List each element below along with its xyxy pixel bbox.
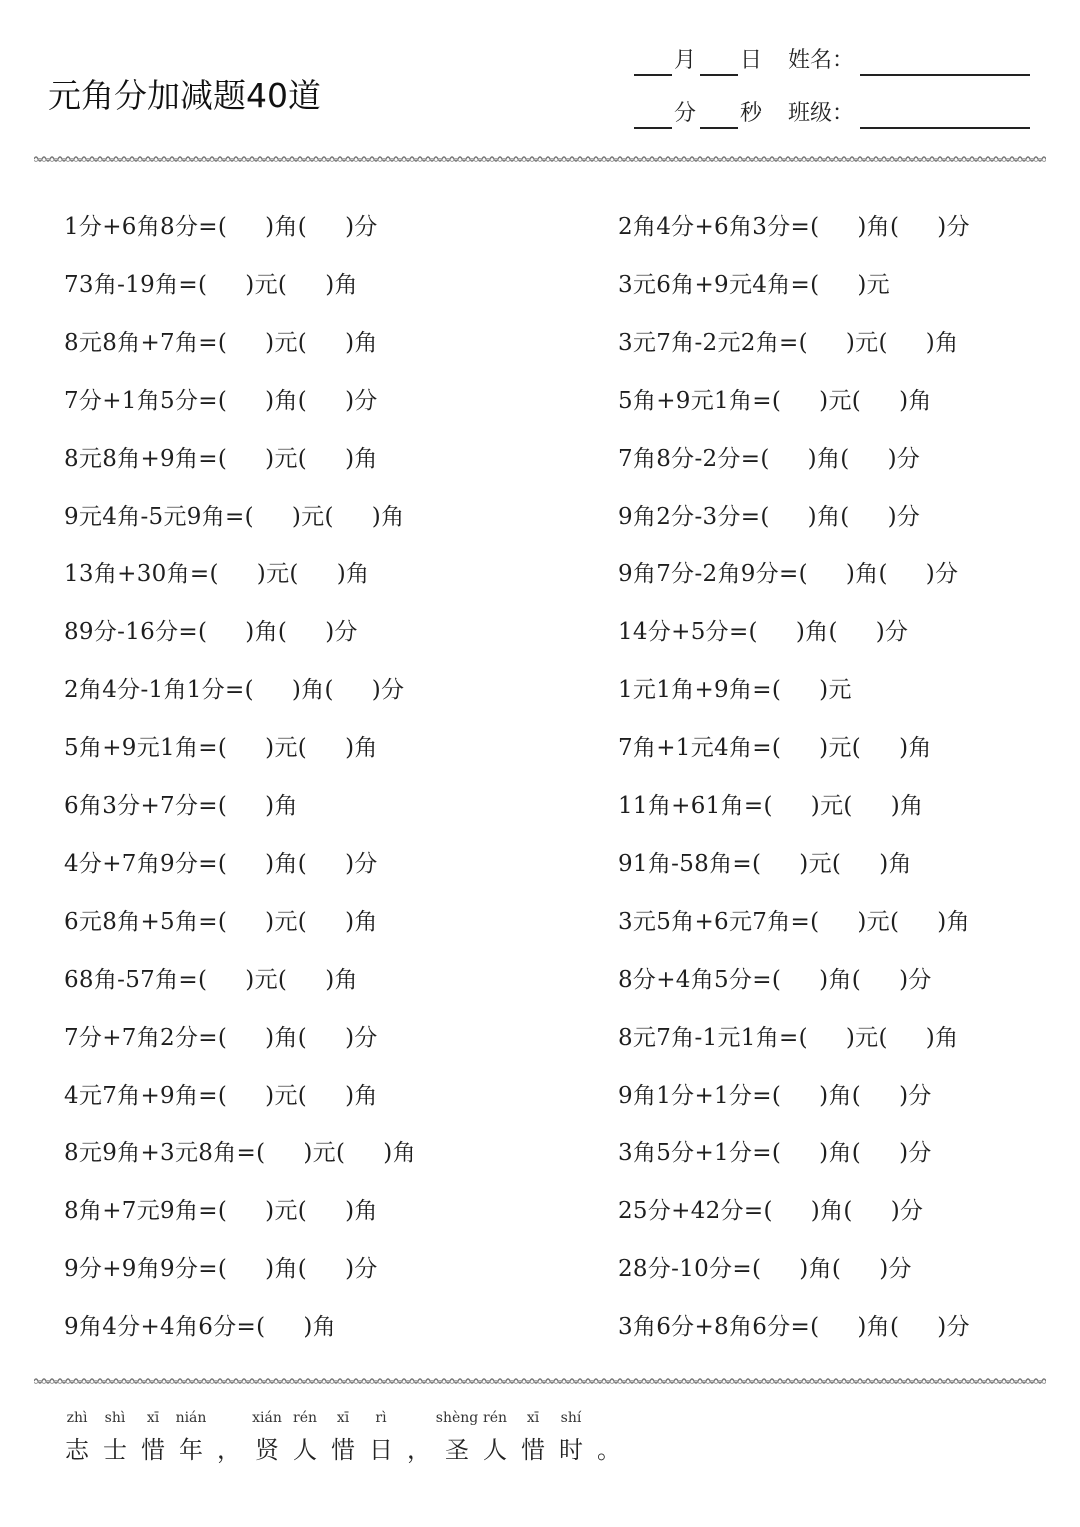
problem-item[interactable]: 91角-58角=( )元( )角 bbox=[618, 850, 912, 877]
problem-item[interactable]: 8元7角-1元1角=( )元( )角 bbox=[618, 1024, 959, 1051]
problem-item[interactable]: 9角2分-3分=( )角( )分 bbox=[618, 503, 921, 530]
motto-pinyin: xī bbox=[146, 1410, 160, 1426]
motto-pinyin: xī bbox=[526, 1410, 540, 1426]
problem-item[interactable]: 4分+7角9分=( )角( )分 bbox=[64, 850, 378, 877]
motto-pinyin: rén bbox=[293, 1410, 317, 1426]
motto-char bbox=[590, 1410, 628, 1462]
motto-pinyin: rén bbox=[483, 1410, 507, 1426]
motto-char bbox=[134, 1410, 172, 1462]
problem-item[interactable]: 7分+7角2分=( )角( )分 bbox=[64, 1024, 378, 1051]
class-label: 班级： bbox=[788, 101, 855, 126]
motto-char bbox=[286, 1410, 324, 1462]
motto-hanzi: 贤 bbox=[255, 1436, 279, 1464]
motto-pinyin: shí bbox=[560, 1410, 582, 1426]
problem-item[interactable]: 3元7角-2元2角=( )元( )角 bbox=[618, 329, 959, 356]
page-title: 元角分加减题40道 bbox=[48, 76, 321, 115]
motto-hanzi: 时 bbox=[559, 1436, 583, 1464]
motto-hanzi: 惜 bbox=[141, 1436, 165, 1464]
motto-pinyin: shèng bbox=[435, 1410, 479, 1426]
motto-pinyin: zhì bbox=[66, 1410, 88, 1426]
problem-item[interactable]: 3角6分+8角6分=( )角( )分 bbox=[618, 1314, 970, 1341]
problem-item[interactable]: 9角4分+4角6分=( )角 bbox=[64, 1314, 336, 1341]
problem-item[interactable]: 1元1角+9角=( )元 bbox=[618, 677, 852, 704]
motto-char bbox=[210, 1410, 248, 1462]
problem-item[interactable]: 5角+9元1角=( )元( )角 bbox=[64, 735, 378, 762]
motto-char bbox=[362, 1410, 400, 1462]
problem-item[interactable]: 73角-19角=( )元( )角 bbox=[64, 271, 358, 298]
problem-item[interactable]: 9角7分-2角9分=( )角( )分 bbox=[618, 561, 959, 588]
motto-hanzi: 惜 bbox=[331, 1436, 355, 1464]
problem-item[interactable]: 7角+1元4角=( )元( )角 bbox=[618, 735, 932, 762]
second-label: 秒 bbox=[740, 101, 763, 126]
motto-hanzi: ， bbox=[407, 1436, 431, 1464]
motto-hanzi: ， bbox=[217, 1436, 241, 1464]
problem-item[interactable]: 6角3分+7分=( )角 bbox=[64, 793, 298, 819]
problem-item[interactable]: 9角1分+1分=( )角( )分 bbox=[618, 1082, 932, 1109]
motto-pinyin: rì bbox=[375, 1410, 387, 1426]
problem-item[interactable]: 1分+6角8分=( )角( )分 bbox=[64, 214, 378, 240]
problem-item[interactable]: 9元4角-5元9角=( )元( )角 bbox=[64, 503, 405, 530]
problem-item[interactable]: 4元7角+9角=( )元( )角 bbox=[64, 1082, 378, 1109]
problem-item[interactable]: 11角+61角=( )元( )角 bbox=[618, 793, 924, 819]
motto-char bbox=[476, 1410, 514, 1462]
problem-item[interactable]: 5角+9元1角=( )元( )角 bbox=[618, 387, 932, 414]
problem-item[interactable]: 8元8角+7角=( )元( )角 bbox=[64, 329, 378, 356]
motto-char bbox=[58, 1410, 96, 1462]
problem-item[interactable]: 68角-57角=( )元( )角 bbox=[64, 966, 358, 993]
motto-char bbox=[172, 1410, 210, 1462]
minute-label: 分 bbox=[674, 101, 697, 126]
problem-item[interactable]: 2角4分-1角1分=( )角( )分 bbox=[64, 677, 405, 704]
motto-hanzi: 志 bbox=[65, 1436, 89, 1464]
motto-char bbox=[435, 1410, 479, 1464]
problem-item[interactable]: 3元6角+9元4角=( )元 bbox=[618, 271, 890, 298]
problem-item[interactable]: 3元5角+6元7角=( )元( )角 bbox=[618, 908, 970, 935]
motto bbox=[58, 1410, 628, 1462]
problem-item[interactable]: 8元9角+3元8角=( )元( )角 bbox=[64, 1140, 416, 1167]
problem-item[interactable]: 13角+30角=( )元( )角 bbox=[64, 561, 370, 588]
motto-char bbox=[552, 1410, 590, 1462]
problem-item[interactable]: 25分+42分=( )角( )分 bbox=[618, 1198, 924, 1225]
problem-item[interactable]: 6元8角+5角=( )元( )角 bbox=[64, 908, 378, 935]
motto-hanzi: 士 bbox=[103, 1436, 127, 1464]
problem-item[interactable]: 8元8角+9角=( )元( )角 bbox=[64, 445, 378, 472]
problem-item[interactable]: 89分-16分=( )角( )分 bbox=[64, 619, 358, 646]
motto-char bbox=[400, 1410, 438, 1462]
motto-hanzi: 人 bbox=[483, 1436, 507, 1464]
problem-item[interactable]: 9分+9角9分=( )角( )分 bbox=[64, 1256, 378, 1283]
problem-item[interactable]: 2角4分+6角3分=( )角( )分 bbox=[618, 214, 970, 240]
problem-item[interactable]: 28分-10分=( )角( )分 bbox=[618, 1256, 912, 1283]
problem-item[interactable]: 7角8分-2分=( )角( )分 bbox=[618, 445, 921, 472]
motto-pinyin: nián bbox=[175, 1410, 207, 1426]
motto-hanzi: 人 bbox=[293, 1436, 317, 1464]
motto-hanzi: 日 bbox=[369, 1436, 393, 1464]
name-label: 姓名： bbox=[788, 48, 855, 73]
problem-item[interactable]: 7分+1角5分=( )角( )分 bbox=[64, 387, 378, 414]
month-label: 月 bbox=[674, 48, 697, 73]
motto-hanzi: 圣 bbox=[445, 1436, 469, 1464]
day-label: 日 bbox=[740, 48, 763, 73]
motto-hanzi: 惜 bbox=[521, 1436, 545, 1464]
motto-char bbox=[248, 1410, 286, 1462]
problem-item[interactable]: 8分+4角5分=( )角( )分 bbox=[618, 966, 932, 993]
problem-item[interactable]: 14分+5分=( )角( )分 bbox=[618, 619, 909, 646]
motto-hanzi: 。 bbox=[597, 1436, 621, 1464]
motto-char bbox=[96, 1410, 134, 1462]
motto-hanzi: 年 bbox=[179, 1436, 203, 1464]
problem-item[interactable]: 8角+7元9角=( )元( )角 bbox=[64, 1198, 378, 1225]
motto-pinyin: shì bbox=[104, 1410, 126, 1426]
problem-item[interactable]: 3角5分+1分=( )角( )分 bbox=[618, 1140, 932, 1167]
motto-pinyin: xián bbox=[252, 1410, 282, 1426]
motto-char bbox=[324, 1410, 362, 1462]
motto-char bbox=[514, 1410, 552, 1462]
motto-pinyin: xī bbox=[336, 1410, 350, 1426]
